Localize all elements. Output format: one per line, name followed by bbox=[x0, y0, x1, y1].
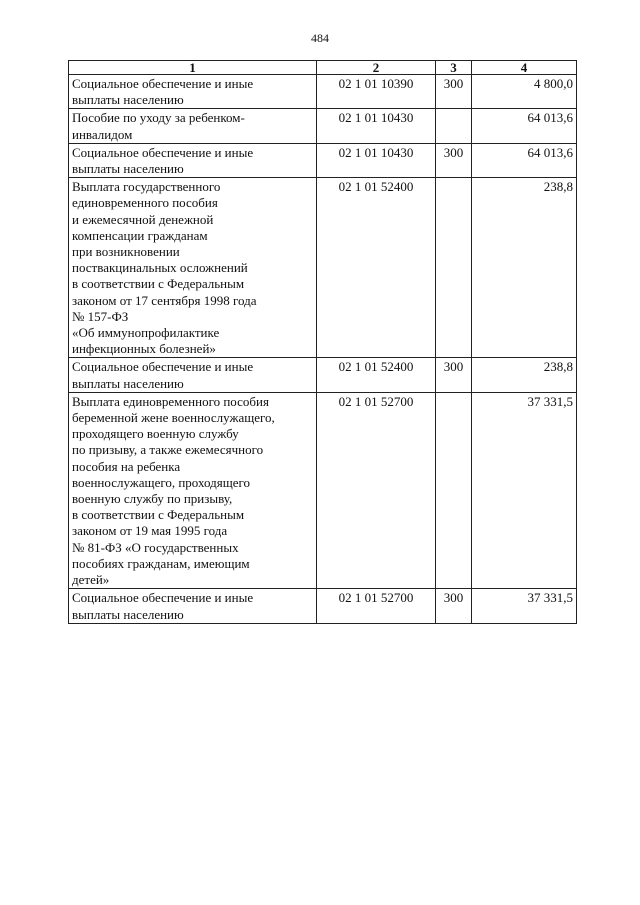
row-amount-cell: 238,8 bbox=[472, 358, 577, 392]
row-type-cell bbox=[436, 392, 472, 588]
table-row bbox=[69, 392, 577, 588]
row-code-cell: 02 1 01 52400 bbox=[317, 178, 436, 358]
budget-table bbox=[68, 60, 577, 624]
column-header-code: 2 bbox=[317, 61, 436, 75]
row-amount-cell: 37 331,5 bbox=[472, 589, 577, 623]
row-amount-cell: 37 331,5 bbox=[472, 392, 577, 588]
row-amount-cell: 64 013,6 bbox=[472, 143, 577, 177]
row-code-cell: 02 1 01 52700 bbox=[317, 392, 436, 588]
row-code-cell: 02 1 01 10390 bbox=[317, 75, 436, 109]
column-header-name: 1 bbox=[69, 61, 317, 75]
row-type-cell: 300 bbox=[436, 143, 472, 177]
row-code-cell: 02 1 01 10430 bbox=[317, 143, 436, 177]
row-type-cell bbox=[436, 109, 472, 143]
row-code-cell: 02 1 01 10430 bbox=[317, 109, 436, 143]
table-header-row bbox=[69, 61, 577, 75]
table-row bbox=[69, 589, 577, 623]
row-amount-cell: 238,8 bbox=[472, 178, 577, 358]
row-name-cell: Пособие по уходу за ребенком- инвалидом bbox=[69, 109, 317, 143]
row-amount-cell: 64 013,6 bbox=[472, 109, 577, 143]
table-row bbox=[69, 358, 577, 392]
table-row bbox=[69, 75, 577, 109]
table-row bbox=[69, 143, 577, 177]
row-name-cell: Социальное обеспечение и иные выплаты населению bbox=[69, 589, 317, 623]
row-type-cell: 300 bbox=[436, 75, 472, 109]
row-code-cell: 02 1 01 52700 bbox=[317, 589, 436, 623]
column-header-type: 3 bbox=[436, 61, 472, 75]
row-name-cell: Социальное обеспечение и иные выплаты населению bbox=[69, 358, 317, 392]
table-row bbox=[69, 109, 577, 143]
table-row bbox=[69, 178, 577, 358]
page-number: 484 bbox=[311, 31, 329, 45]
row-name-cell: Социальное обеспечение и иные выплаты населению bbox=[69, 75, 317, 109]
row-name-cell: Выплата единовременного пособия беременной жене военнослужащего, проходящего военную службу по призыву, а также ежемесячного пособия на ребенка военнослужащего, проходящего военную службу по призыву, в соответствии с Федеральным законом от 19 мая 1995 года № 81-ФЗ «О государственных пособиях гражданам, имеющим детей» bbox=[69, 392, 317, 588]
column-header-amount: 4 bbox=[472, 61, 577, 75]
row-amount-cell: 4 800,0 bbox=[472, 75, 577, 109]
row-name-cell: Социальное обеспечение и иные выплаты населению bbox=[69, 143, 317, 177]
row-type-cell: 300 bbox=[436, 358, 472, 392]
row-type-cell bbox=[436, 178, 472, 358]
row-code-cell: 02 1 01 52400 bbox=[317, 358, 436, 392]
row-name-cell: Выплата государственного единовременного пособия и ежемесячной денежной компенсации гражданам при возникновении поствакцинальных осложнений в соответствии с Федеральным законом от 17 сентября 1998 года № 157-ФЗ «Об иммунопрофилактике инфекционных болезней» bbox=[69, 178, 317, 358]
row-type-cell: 300 bbox=[436, 589, 472, 623]
